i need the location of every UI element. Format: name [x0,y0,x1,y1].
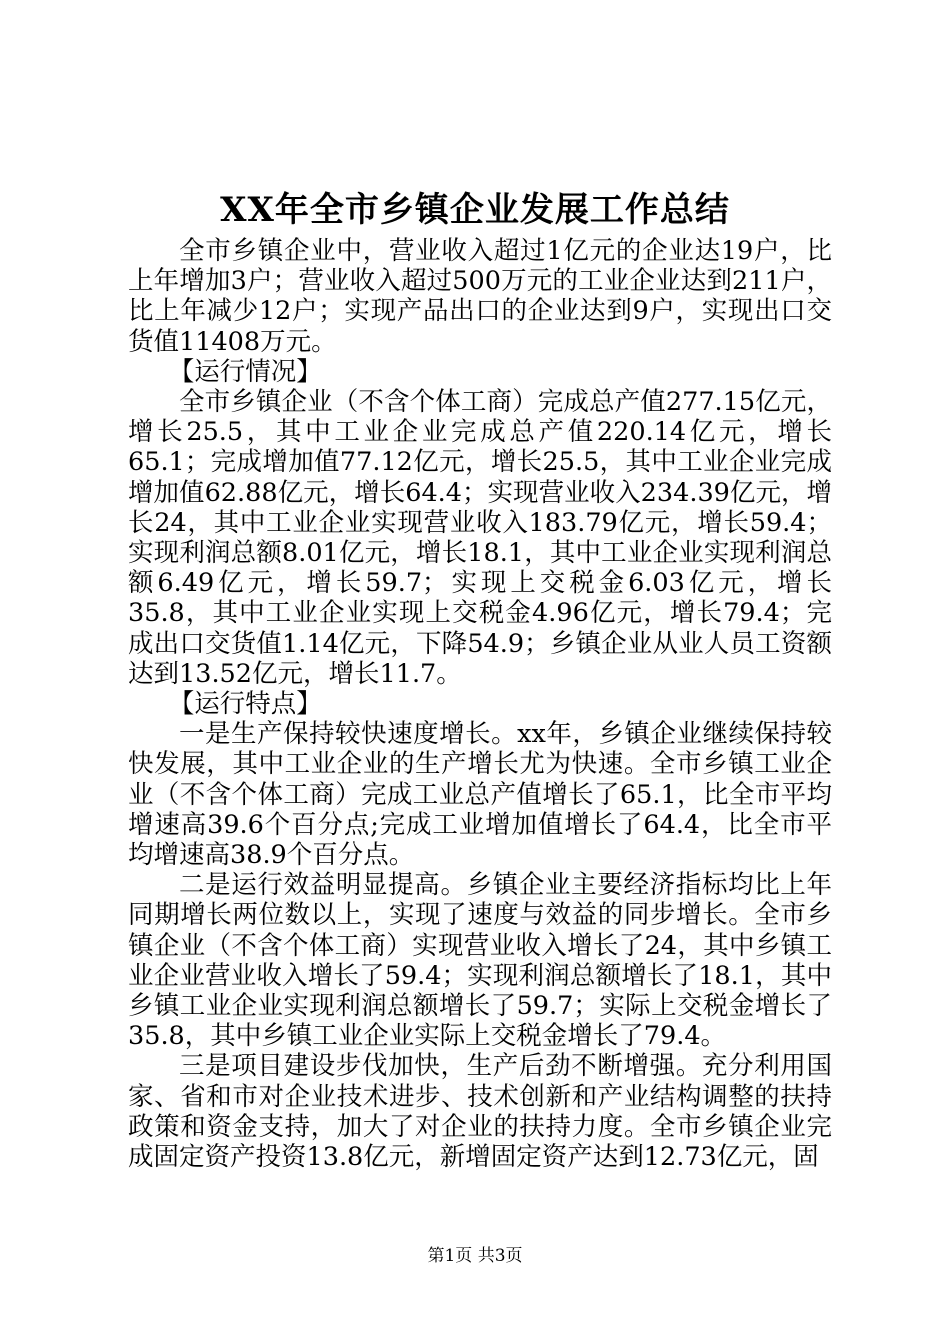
paragraph-intro: 全市乡镇企业中，营业收入超过1亿元的企业达19户，比上年增加3户；营业收入超过500万元的工业企业达到211户，比上年减少12户；实现产品出口的企业达到9户，实现出口交货值11408万元。 [128,236,832,357]
paragraph-feature-3: 三是项目建设步伐加快，生产后劲不断增强。充分利用国家、省和市对企业技术进步、技术创新和产业结构调整的扶持政策和资金支持，加大了对企业的扶持力度。全市乡镇企业完成固定资产投资13.8亿元，新增固定资产达到12.73亿元，固 [128,1051,832,1173]
paragraph-feature-1: 一是生产保持较快速度增长。xx年，乡镇企业继续保持较快发展，其中工业企业的生产增长尤为快速。全市乡镇工业企业（不含个体工商）完成工业总产值增长了65.1，比全市平均增速高39.6个百分点;完成工业增加值增长了64.4，比全市平均增速高38.9个百分点。 [128,719,832,871]
section-heading-features: 【运行特点】 [168,689,322,720]
paragraph-feature-2: 二是运行效益明显提高。乡镇企业主要经济指标均比上年同期增长两位数以上，实现了速度与效益的同步增长。全市乡镇企业（不含个体工商）实现营业收入增长了24，其中乡镇工业企业营业收入增长了59.4；实现利润总额增长了18.1，其中乡镇工业企业实现利润总额增长了59.7；实际上交税金增长了35.8，其中乡镇工业企业实际上交税金增长了79.4。 [128,870,832,1052]
page-footer: 第1页 共3页 [427,1246,523,1266]
document-body [128,236,832,1172]
document-title: XX年全市乡镇企业发展工作总结 [220,190,730,230]
paragraph-operation: 全市乡镇企业（不含个体工商）完成总产值277.15亿元，增长25.5，其中工业企业完成总产值220.14亿元，增长65.1；完成增加值77.12亿元，增长25.5，其中工业企业完成增加值62.88亿元，增长64.4；实现营业收入234.39亿元，增长24，其中工业企业实现营业收入183.79亿元，增长59.4；实现利润总额8.01亿元，增长18.1，其中工业企业实现利润总额6.49亿元，增长59.7；实现上交税金6.03亿元，增长35.8，其中工业企业实现上交税金4.96亿元，增长79.4；完成出口交货值1.14亿元，下降54.9；乡镇企业从业人员工资额达到13.52亿元，增长11.7。 [128,387,832,689]
section-heading-operation: 【运行情况】 [168,356,322,387]
